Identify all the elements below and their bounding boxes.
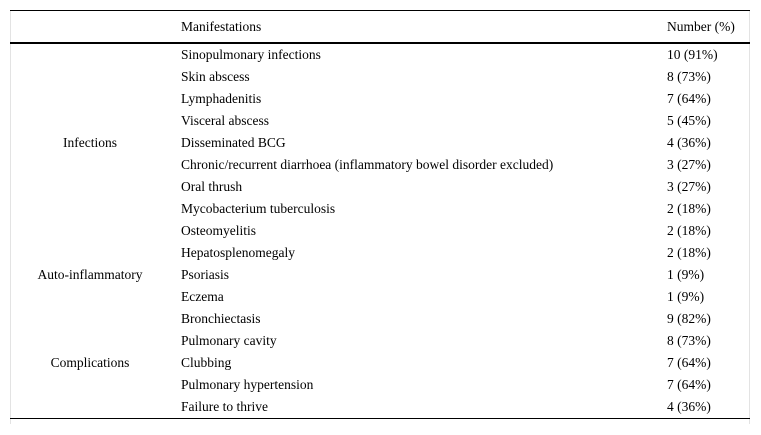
number-cell: 9 (82%) [667,311,711,326]
manifestations-table [10,10,750,419]
number-cell: 8 (73%) [667,69,711,84]
category-cell [10,308,170,330]
category-cell [10,198,170,220]
table-body [10,43,750,419]
table-row [10,330,750,352]
manifestation-cell: Sinopulmonary infections [181,47,321,62]
category-cell [10,286,170,308]
table-row [10,374,750,396]
number-cell: 2 (18%) [667,245,711,260]
manifestation-cell: Visceral abscess [181,113,270,128]
category-cell [10,66,170,88]
manifestation-cell: Failure to thrive [170,396,667,419]
number-cell: 1 (9%) [667,289,705,304]
table-row [10,154,750,176]
category-cell [10,154,170,176]
table-header [10,11,750,44]
category-label: Infections [63,135,117,150]
header-number: Number (%) [667,18,735,34]
category-cell [10,330,170,352]
category-cell [10,43,170,66]
manifestation-cell: Mycobacterium tuberculosis [181,201,336,216]
table-row [10,198,750,220]
category-label: Auto-inflammatory [37,267,143,282]
number-cell: 7 (64%) [667,355,711,370]
category-cell [10,88,170,110]
number-cell: 5 (45%) [667,113,711,128]
manifestation-cell: Oral thrush [181,179,243,194]
table-row [10,176,750,198]
manifestation-cell: Osteomyelitis [181,223,256,238]
number-cell: 2 (18%) [667,201,711,216]
manifestation-cell: Skin abscess [181,69,250,84]
table-row [10,66,750,88]
table-row [10,110,750,132]
manifestation-cell: Chronic/recurrent diarrhoea (inflammatory bowel disorder excluded) [181,157,554,172]
number-cell: 4 (36%) [667,135,711,150]
table-row [10,43,750,66]
number-cell: 4 (36%) [667,396,750,419]
table-row [10,220,750,242]
number-cell: 3 (27%) [667,179,711,194]
category-cell [10,374,170,396]
category-cell [10,176,170,198]
number-cell: 1 (9%) [667,267,705,282]
manifestation-cell: Psoriasis [181,267,230,282]
number-cell: 8 (73%) [667,333,711,348]
manifestation-cell: Clubbing [181,355,232,370]
header-category [10,11,170,44]
manifestation-cell: Lymphadenitis [181,91,262,106]
table-row [10,132,750,154]
manifestation-cell: Pulmonary cavity [181,333,277,348]
table-row [10,88,750,110]
manifestation-cell: Bronchiectasis [181,311,261,326]
table-row [10,352,750,374]
number-cell: 3 (27%) [667,157,711,172]
manifestation-cell: Hepatosplenomegaly [181,245,295,260]
category-cell [10,220,170,242]
manifestation-cell: Eczema [181,289,224,304]
category-cell [10,242,170,264]
category-label: Complications [50,355,130,370]
manifestation-cell: Disseminated BCG [181,135,286,150]
table-row [10,396,750,419]
header-manifestations: Manifestations [181,18,262,34]
table-row [10,308,750,330]
category-cell [10,110,170,132]
number-cell: 7 (64%) [667,91,711,106]
number-cell: 2 (18%) [667,223,711,238]
header-row [10,11,750,44]
manifestation-cell: Pulmonary hypertension [181,377,314,392]
number-cell: 7 (64%) [667,377,711,392]
category-cell [10,396,170,419]
table-row [10,242,750,264]
table-row [10,286,750,308]
table-row [10,264,750,286]
number-cell: 10 (91%) [667,47,718,62]
